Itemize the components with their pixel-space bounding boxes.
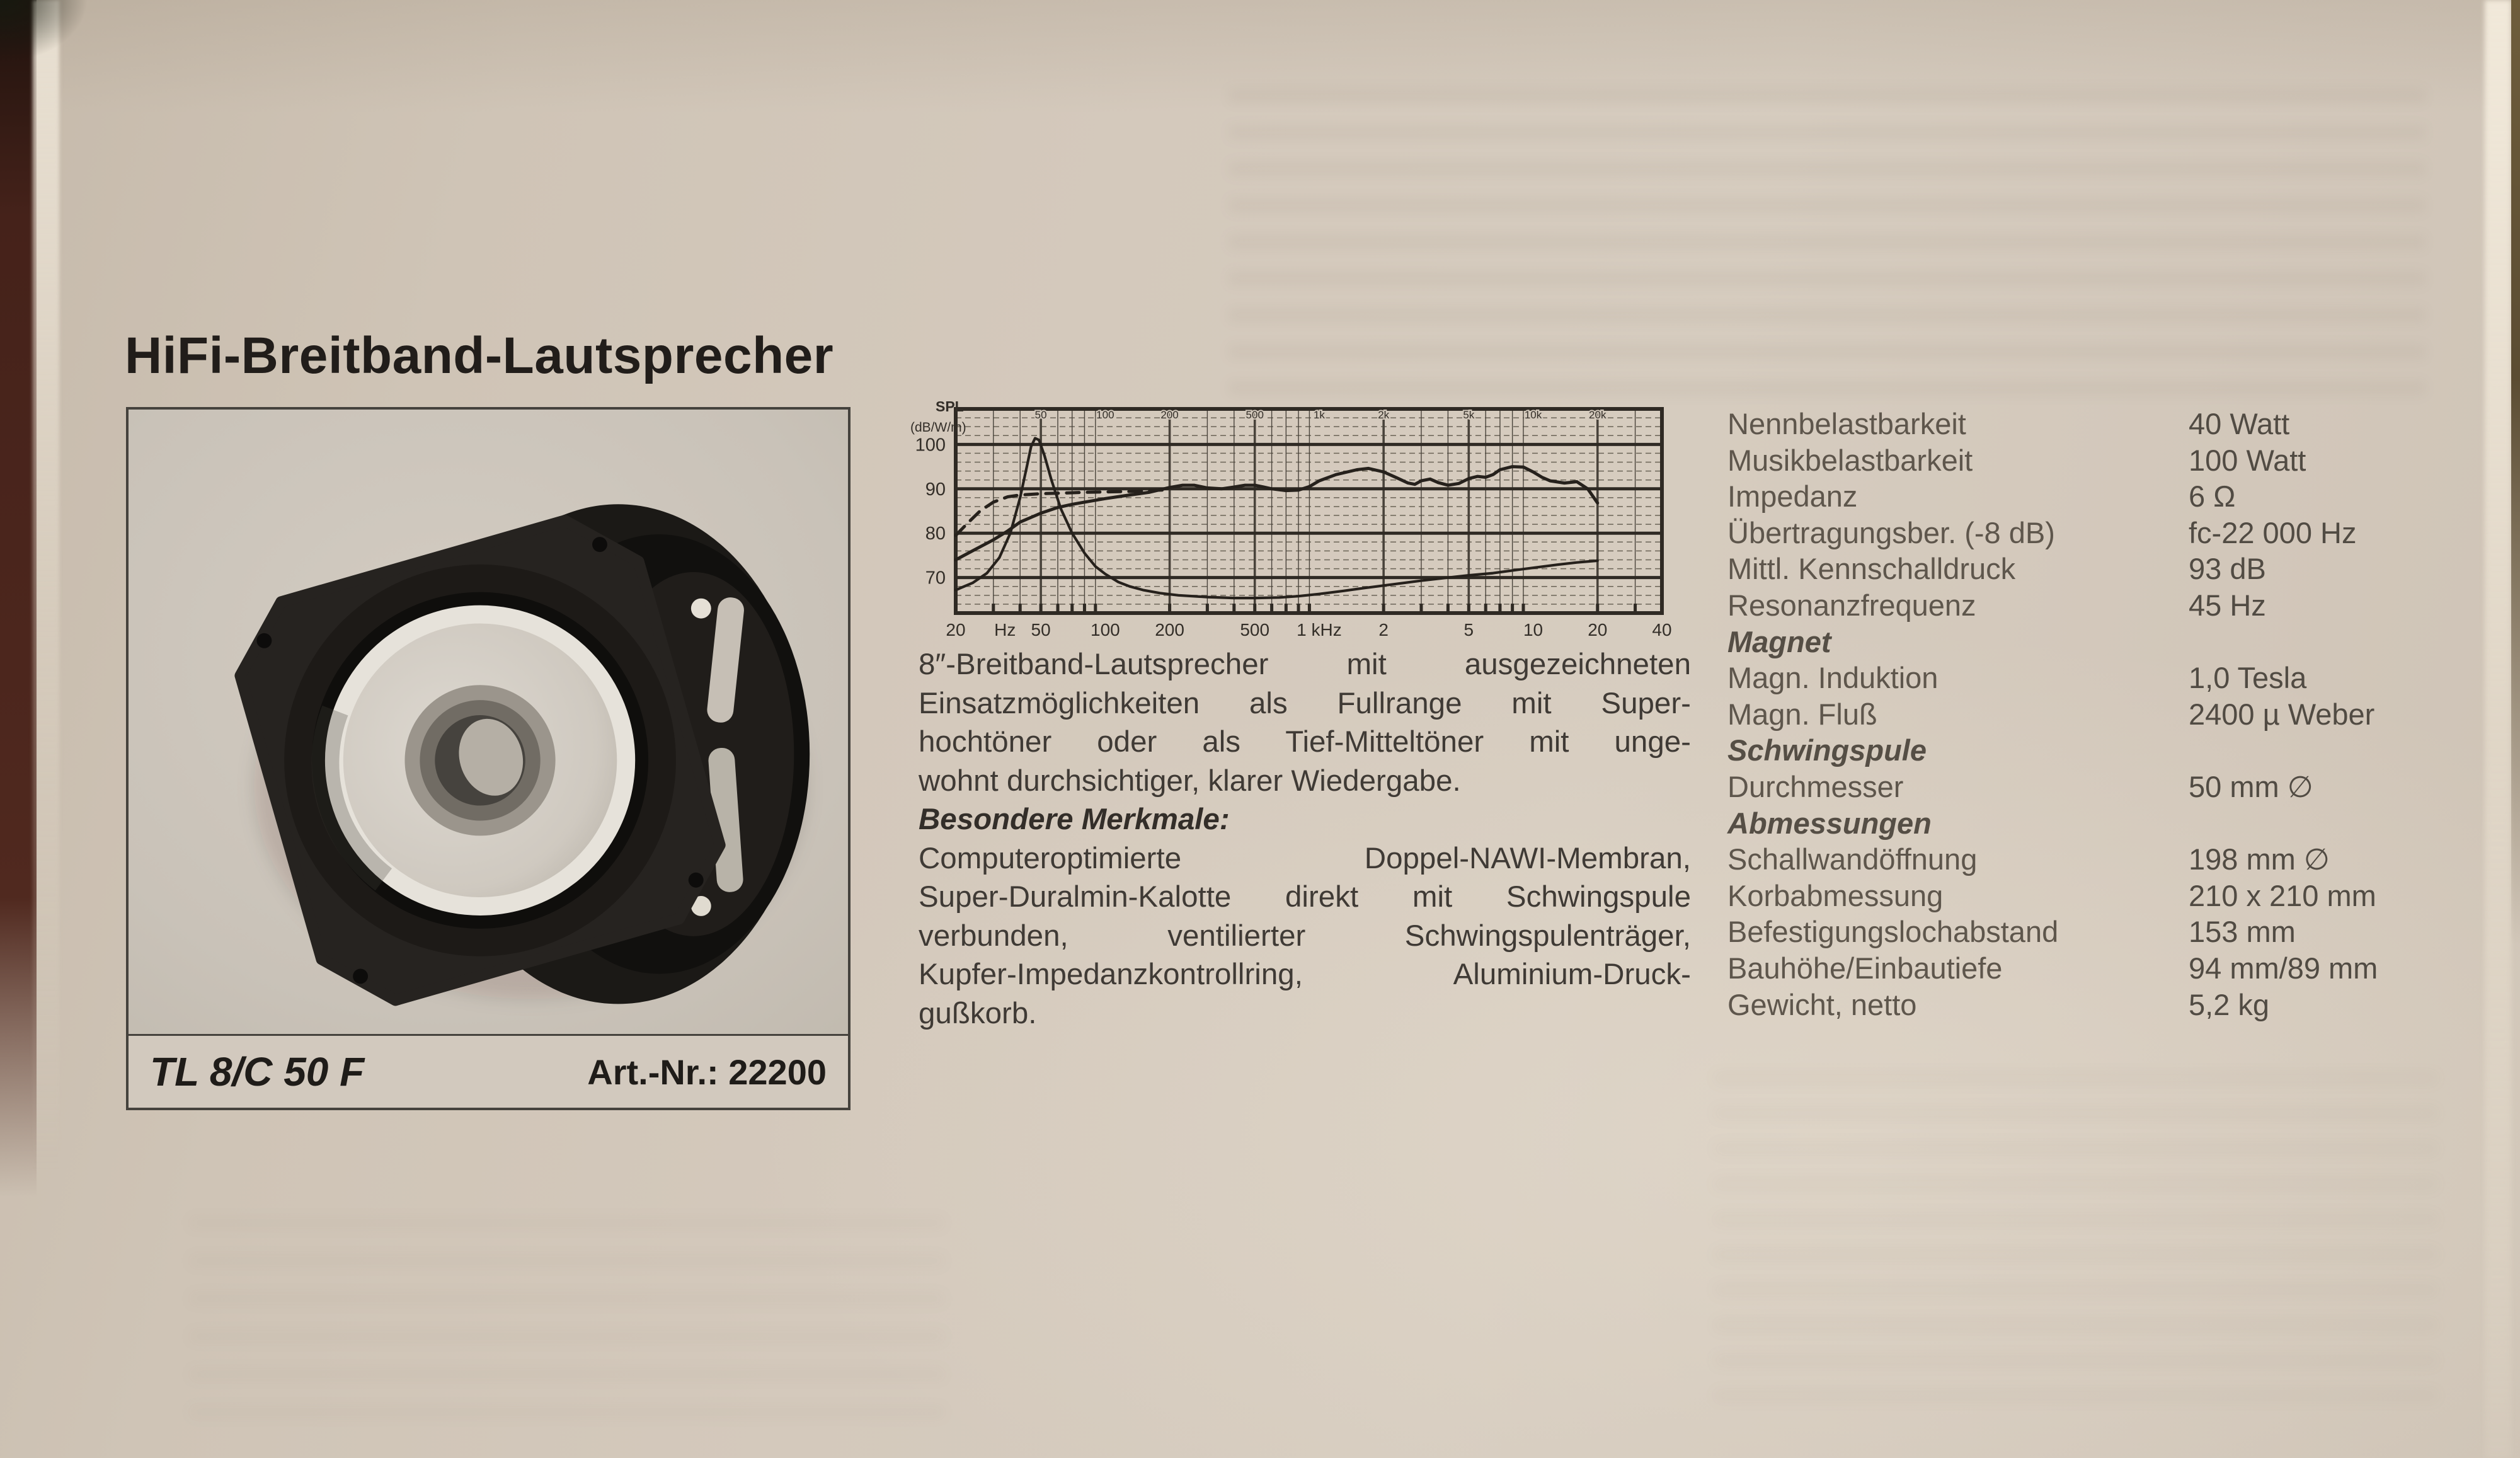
spec-section-magnet	[1727, 624, 2458, 660]
spec-value: 100 Watt	[2189, 443, 2306, 477]
model-number: TL 8/C 50 F	[150, 1049, 365, 1094]
frequency-response-chart	[910, 399, 1685, 638]
description-line: wohnt durchsichtiger, klarer Wiedergabe.	[919, 764, 1461, 798]
page-right-edge-highlight	[2485, 0, 2511, 1458]
spec-value: 2400 µ Weber	[2189, 697, 2375, 731]
spec-row	[1727, 950, 2458, 987]
description-line: Super-Duralmin-Kalotte direkt mit Schwingspule	[919, 880, 1691, 914]
spec-row	[1727, 406, 2458, 442]
spec-row	[1727, 987, 2458, 1023]
spec-value: 198 mm ∅	[2189, 842, 2330, 876]
spec-label: Magn. Induktion	[1727, 661, 1939, 695]
spec-value: 210 x 210 mm	[2189, 878, 2376, 912]
svg-text:20: 20	[946, 620, 966, 638]
spec-label: Mittl. Kennschalldruck	[1727, 552, 2016, 586]
page-corner-shadow	[0, 0, 88, 63]
svg-text:1 kHz: 1 kHz	[1297, 620, 1342, 638]
product-description	[919, 645, 1691, 1033]
page-title: HiFi-Breitband-Lautsprecher	[125, 327, 834, 384]
article-number: Art.-Nr.: 22200	[587, 1052, 827, 1092]
spec-row	[1727, 442, 2458, 479]
svg-text:Hz: Hz	[994, 620, 1016, 638]
spec-row	[1727, 587, 2458, 624]
spec-label: Nennbelastbarkeit	[1727, 407, 1966, 440]
spec-row	[1727, 478, 2458, 515]
spec-section-label: Magnet	[1727, 624, 1831, 658]
spec-value: 45 Hz	[2189, 588, 2266, 622]
spec-row	[1727, 914, 2458, 950]
svg-text:50: 50	[1031, 620, 1051, 638]
spec-row	[1727, 660, 2458, 696]
spec-value: fc-22 000 Hz	[2189, 515, 2357, 549]
spec-section-label: Abmessungen	[1727, 806, 1932, 840]
page-showthrough-texture-bottom	[189, 1216, 945, 1430]
description-line: Computeroptimierte Doppel-NAWI-Membran,	[919, 841, 1691, 875]
spec-value: 6 Ω	[2189, 479, 2236, 514]
spec-row	[1727, 551, 2458, 587]
svg-text:SPL: SPL	[936, 399, 964, 415]
svg-text:90: 90	[925, 479, 946, 500]
spec-section-abmessungen	[1727, 805, 2458, 842]
svg-text:(dB/W/m): (dB/W/m)	[910, 420, 966, 435]
spec-row	[1727, 769, 2458, 805]
speaker-photo-drawing	[129, 410, 848, 1036]
spec-section-schwingspule	[1727, 732, 2458, 769]
spec-value: 93 dB	[2189, 552, 2266, 586]
page-right-edge	[2511, 0, 2520, 945]
page-left-edge-highlight	[33, 0, 59, 1172]
svg-text:500: 500	[1246, 409, 1264, 421]
spec-label: Magn. Fluß	[1727, 697, 1877, 731]
spec-label: Durchmesser	[1727, 769, 1904, 803]
svg-text:500: 500	[1240, 620, 1270, 638]
svg-text:70: 70	[925, 568, 946, 588]
spec-value: 50 mm ∅	[2189, 769, 2313, 803]
spec-value: 153 mm	[2189, 915, 2296, 949]
spec-row	[1727, 696, 2458, 733]
product-photo-panel	[126, 407, 850, 1110]
spec-label: Bauhöhe/Einbautiefe	[1727, 951, 2003, 985]
description-line: Kupfer-Impedanzkontrollring, Aluminium-Druck-	[919, 958, 1691, 991]
svg-text:100: 100	[915, 435, 946, 456]
description-line: 8″-Breitband-Lautsprecher mit ausgezeichneten	[919, 648, 1691, 681]
svg-text:20: 20	[1588, 620, 1608, 638]
spec-row	[1727, 841, 2458, 878]
svg-text:100: 100	[1091, 620, 1120, 638]
spec-value: 94 mm/89 mm	[2189, 951, 2378, 985]
spec-value: 5,2 kg	[2189, 987, 2270, 1021]
description-line: verbunden, ventilierter Schwingspulenträger,	[919, 919, 1691, 953]
description-subheading: Besondere Merkmale:	[919, 803, 1230, 836]
svg-text:1k: 1k	[1313, 409, 1325, 421]
spec-label: Impedanz	[1727, 479, 1858, 514]
spec-row	[1727, 878, 2458, 914]
svg-text:2k: 2k	[1378, 409, 1390, 421]
description-line: gußkorb.	[919, 996, 1037, 1030]
svg-text:2: 2	[1378, 620, 1389, 638]
svg-text:100: 100	[1096, 409, 1114, 421]
spec-section-label: Schwingspule	[1727, 733, 1927, 767]
svg-text:5k: 5k	[1463, 409, 1475, 421]
specs-table	[1727, 406, 2458, 1023]
svg-text:10k: 10k	[1524, 409, 1542, 421]
svg-text:20k: 20k	[1589, 409, 1606, 421]
svg-text:200: 200	[1155, 620, 1184, 638]
spec-label: Übertragungsber. (-8 dB)	[1727, 515, 2055, 549]
spec-value: 1,0 Tesla	[2189, 661, 2307, 695]
spec-label: Korbabmessung	[1727, 878, 1944, 912]
spec-label: Musikbelastbarkeit	[1727, 443, 1973, 477]
description-line: Einsatzmöglichkeiten als Fullrange mit Super-	[919, 686, 1691, 720]
svg-text:5: 5	[1463, 620, 1474, 638]
svg-text:80: 80	[925, 524, 946, 544]
photo-caption	[129, 1034, 848, 1108]
svg-text:10: 10	[1523, 620, 1544, 638]
page-left-edge	[0, 0, 37, 1197]
spec-label: Schallwandöffnung	[1727, 842, 1978, 876]
spec-value: 40 Watt	[2189, 407, 2290, 440]
speaker-photo	[129, 410, 848, 1036]
svg-text:200: 200	[1160, 409, 1179, 421]
svg-text:50: 50	[1034, 409, 1047, 421]
spec-row	[1727, 515, 2458, 551]
spec-label: Gewicht, netto	[1727, 987, 1917, 1021]
description-line: hochtöner oder als Tief-Mitteltöner mit unge-	[919, 725, 1691, 759]
spec-label: Befestigungslochabstand	[1727, 915, 2059, 949]
svg-text:40: 40	[1652, 620, 1672, 638]
spec-label: Resonanzfrequenz	[1727, 588, 1976, 622]
